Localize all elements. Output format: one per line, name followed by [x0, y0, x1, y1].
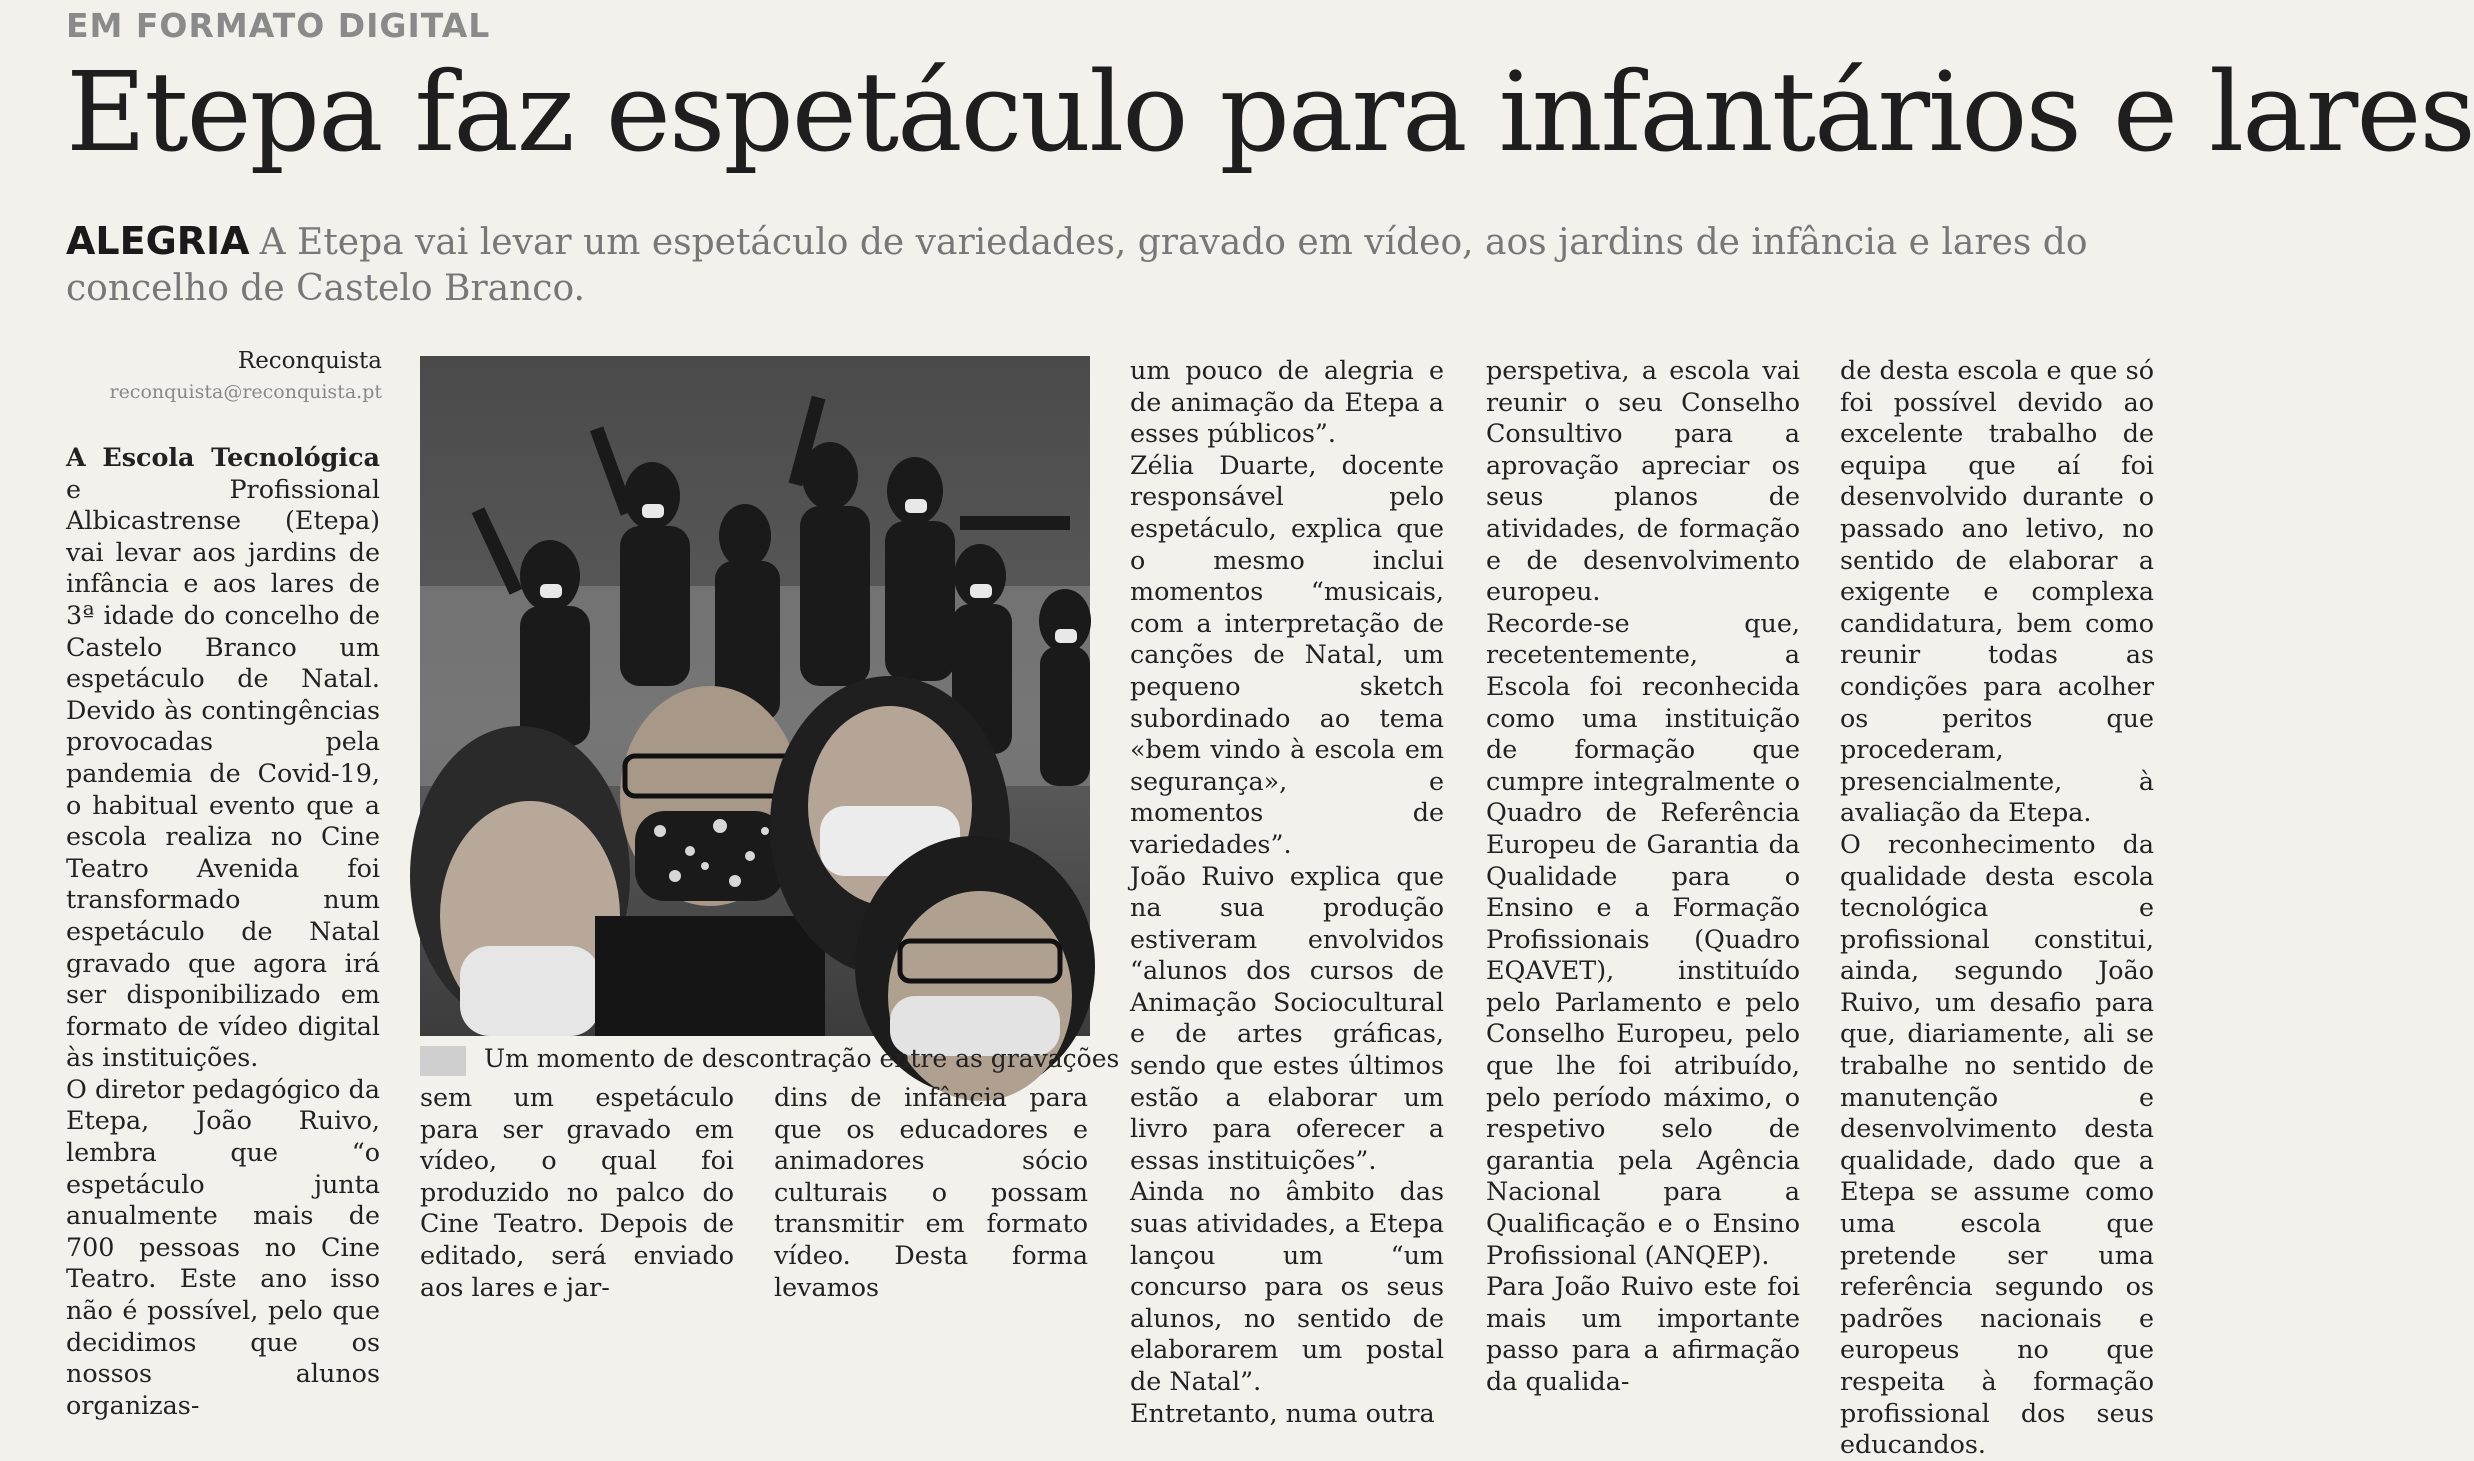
- col6-paragraph-2: O reconhecimento da qualidade desta escola tecnológica e profissional constitui, ainda, segundo João Ruivo, um desafio para que, diariamente, ali se trabalhe no sentido de manutenção e desenvolvimento desta qualidade, dado que a Etepa se assume como uma escola que pretende ser uma referência segundo os padrões nacionais e europeus no que respeita à formação profissional dos seus educandos.: [1840, 828, 2154, 1460]
- col1-bold-intro: A Escola Tecnológica: [66, 442, 380, 472]
- group-selfie-image: [420, 356, 1090, 1036]
- headline: Etepa faz espetáculo para infantários e lares: [66, 48, 2474, 176]
- column-6: [1840, 355, 2154, 1461]
- col2-paragraph: sem um espetáculo para ser gravado em vídeo, o qual foi produzido no palco do Cine Teatro. Depois de editado, será enviado aos lares e jar-: [420, 1082, 734, 1302]
- byline-email: reconquista@reconquista.pt: [109, 381, 382, 403]
- article-photo: [420, 356, 1090, 1036]
- col1-paragraph-1: [66, 442, 380, 1074]
- col1-paragraph-2: O diretor pedagógico da Etepa, João Ruivo, lembra que “o espetáculo junta anualmente mais de 700 pessoas no Cine Teatro. Este ano isso não é possível, pelo que decidimos que os nossos alunos organizas-: [66, 1073, 380, 1420]
- col4-paragraph-1: um pouco de alegria e de animação da Etepa a esses públicos”.: [1130, 355, 1444, 449]
- column-3: [774, 1082, 1088, 1303]
- col5-paragraph-1: perspetiva, a escola vai reunir o seu Conselho Consultivo para a aprovação apreciar os seus planos de atividades, de formação e de desenvolvimento europeu.: [1486, 355, 1800, 607]
- lead-tag: ALEGRIA: [66, 219, 250, 263]
- caption-marker: [420, 1046, 466, 1076]
- col5-paragraph-2: Recorde-se que, recetentemente, a Escola foi reconhecida como uma instituição de formação que cumpre integralmente o Quadro de Referência Europeu de Garantia da Qualidade para o Ensino e a Formação Profissionais (Quadro EQAVET), instituído pelo Parlamento e pelo Conselho Europeu, pelo que lhe foi atribuído, pelo período máximo, o respetivo selo de garantia pela Agência Nacional para a Qualificação e o Ensino Profissional (ANQEP).: [1486, 607, 1800, 1270]
- byline-name: Reconquista: [237, 348, 382, 374]
- col4-paragraph-5: Entretanto, numa outra: [1130, 1397, 1435, 1428]
- col4-paragraph-2: Zélia Duarte, docente responsável pelo espetáculo, explica que o mesmo inclui momentos “musicais, com a interpretação de canções de Natal, um pequeno sketch subordinado ao tema «bem vindo à escola em segurança», e momentos de variedades”.: [1130, 449, 1444, 859]
- column-1: [66, 442, 380, 1421]
- col1-text-1: e Profissional Albicastrense (Etepa) vai levar aos jardins de infância e aos lares de 3ª idade do concelho de Castelo Branco um espetáculo de Natal. Devido às contingências provocadas pela pandemia de Covid-19, o habitual evento que a escola realiza no Cine Teatro Avenida foi transformado num espetáculo de Natal gravado que agora irá ser disponibilizado em formato de vídeo digital às instituições.: [66, 473, 380, 1073]
- photo-caption: [420, 1038, 1120, 1080]
- column-5: [1486, 355, 1800, 1398]
- lead-paragraph: [66, 218, 2136, 312]
- column-4: [1130, 355, 1444, 1429]
- byline: [100, 344, 382, 406]
- col4-paragraph-3: João Ruivo explica que na sua produção estiveram envolvidos “alunos dos cursos de Animação Sociocultural e de artes gráficas, sendo que estes últimos estão a elaborar um livro para oferecer a essas instituições”.: [1130, 860, 1444, 1175]
- section-kicker: EM FORMATO DIGITAL: [66, 6, 491, 45]
- caption-text: Um momento de descontração entre as gravações: [484, 1044, 1120, 1073]
- col6-paragraph-1: de desta escola e que só foi possível devido ao excelente trabalho de equipa que aí foi desenvolvido durante o passado ano letivo, no sentido de elaborar a exigente e complexa candidatura, bem como reunir todas as condições para acolher os peritos que procederam, presencialmente, à avaliação da Etepa.: [1840, 355, 2154, 828]
- col4-paragraph-4: Ainda no âmbito das suas atividades, a Etepa lançou um “um concurso para os seus alunos, no sentido de elaborarem um postal de Natal”.: [1130, 1176, 1444, 1396]
- lead-text: A Etepa vai levar um espetáculo de variedades, gravado em vídeo, aos jardins de infância e lares do concelho de Castelo Branco.: [66, 222, 2088, 309]
- col5-paragraph-3: Para João Ruivo este foi mais um importante passo para a afirmação da qualida-: [1486, 1271, 1800, 1396]
- col3-paragraph: dins de infância para que os educadores e animadores sócio culturais o possam transmitir em formato vídeo. Desta forma levamos: [774, 1082, 1088, 1302]
- column-2: [420, 1082, 734, 1303]
